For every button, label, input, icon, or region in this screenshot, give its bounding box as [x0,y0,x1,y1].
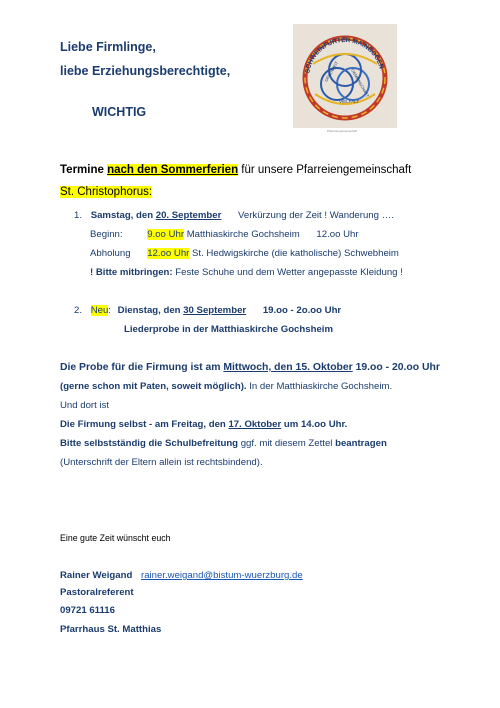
item1-bring [90,267,403,278]
logo-word-diversity: VIELFALT [339,99,360,104]
item2-event: Liederprobe in der Matthiaskirche Gochsheim [124,324,333,335]
greeting-line-1: Liebe Firmlinge, [60,40,156,54]
item2-colon: : [108,305,111,316]
pickup-time: 12.oo Uhr [147,248,190,259]
email-link[interactable]: rainer.weigand@bistum-wuerzburg.de [141,570,303,581]
school-leave-end: beantragen [335,438,387,449]
logo-word-openness: OFFENHEIT [323,60,340,83]
parish-name-text: St. Christophorus: [60,186,153,198]
rehearsal-date: Mittwoch, den 15. Oktober [223,362,353,373]
parish-logo-graphic [293,24,397,134]
confirmation-date: 17. Oktober [228,419,282,430]
item1-begin [90,229,359,240]
greeting-line-2: liebe Erziehungsberechtigte, [60,64,231,78]
item1-day: Samstag, den [90,210,156,221]
rehearsal-pre: Die Probe für die Firmung ist am [60,362,224,373]
rehearsal-line [60,362,440,373]
heading-pre: Termine [60,164,108,176]
school-leave-line [60,438,387,449]
confirmation-pre: Die Firmung selbst - am Freitag, den [60,419,229,430]
item1-line [74,210,394,221]
item1-number: 1. [74,210,83,221]
parish-logo [293,24,397,134]
heading-post: für unsere Pfarreiengemeinschaft [238,164,412,176]
item2-time: 19.oo - 2o.oo Uhr [262,305,342,316]
confirmation-line [60,419,347,430]
heading-highlight: nach den Sommerferien [107,164,239,176]
item2-number: 2. [74,305,83,316]
signature-phone: 09721 61116 [60,605,115,616]
logo-caption: Pfarreiengemeinschaft [327,129,358,133]
logo-ring-text: SCHWEINFURTER MAINBOGEN [304,36,385,74]
item2-date: 30 September [183,305,247,316]
item1-pickup [90,248,399,259]
rehearsal-paten: (gerne schon mit Paten, soweit möglich). [60,381,247,392]
item1-note: Verkürzung der Zeit ! Wanderung …. [238,210,394,221]
rehearsal-line-3: Und dort ist [60,400,110,411]
begin-label: Beginn: [90,229,123,240]
school-leave-bold: Bitte selbstständig die Schulbefreitung [60,438,239,449]
bring-label: ! Bitte mitbringen: [90,267,173,278]
signature-title: Pastoralreferent [60,587,134,598]
signature-note: (Unterschrift der Eltern allein ist rechtsbindend). [60,457,263,468]
closing-line: Eine gute Zeit wünscht euch [60,533,171,543]
signature-name: Rainer Weigand [60,570,133,581]
rehearsal-place: In der Matthiaskirche Gochsheim. [246,381,393,392]
logo-word-community: GEMEINSCHAFT [350,68,371,99]
important-label: WICHTIG [92,105,147,119]
begin-place: Matthiaskirche Gochsheim [186,229,300,240]
pickup-place: St. Hedwigskirche (die katholische) Schwebheim [192,248,399,259]
item2-day: Dienstag, den [117,305,184,316]
begin-end-time: 12.oo Uhr [316,229,359,240]
item2-line [74,305,341,316]
parish-name [60,186,152,198]
signature-office: Pfarrhaus St. Matthias [60,624,162,635]
item1-date: 20. September [155,210,222,221]
pickup-label: Abholung [90,248,131,259]
section-heading [60,164,411,176]
school-leave-mid: ggf. mit diesem Zettel [238,438,336,449]
signature-name-line [60,570,303,581]
confirmation-time: um 14.oo Uhr. [281,419,348,430]
begin-time: 9.oo Uhr [147,229,185,240]
bring-text: Feste Schuhe und dem Wetter angepasste Kleidung ! [175,267,403,278]
rehearsal-line-2 [60,381,392,392]
rehearsal-time: 19.oo - 20.oo Uhr [352,362,440,373]
item2-new-badge: Neu [90,305,109,316]
